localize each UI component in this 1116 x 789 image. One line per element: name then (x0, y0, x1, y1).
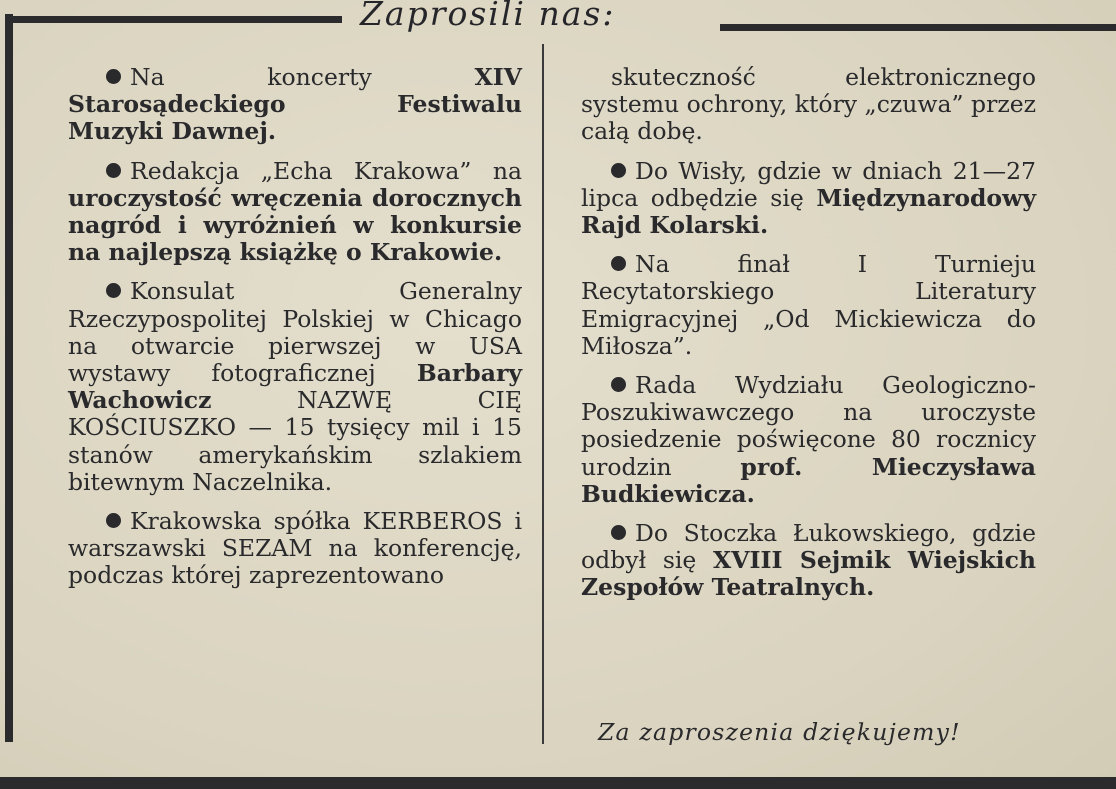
bullet-icon (106, 283, 121, 298)
column-divider (542, 44, 544, 744)
body-text: Konsulat Generalny Rzeczypospolitej Polskiej w Chicago na otwarcie pierwszej w USA wystawy fotograficznej (68, 277, 522, 388)
bullet-icon (611, 377, 626, 392)
announcement-item (581, 372, 1036, 508)
announcement-item (68, 158, 522, 267)
body-text: skuteczność elektronicznego systemu ochrony, który „czuwa” przez całą dobę. (581, 63, 1036, 146)
body-text: Redakcja „Echa Krakowa” na (130, 156, 522, 185)
body-text: Na koncerty (130, 63, 475, 91)
closing-line: Za zaproszenia dziękujemy! (598, 718, 961, 746)
announcement-item (581, 520, 1036, 602)
bullet-icon (106, 69, 121, 84)
body-text: NAZWĘ CIĘ KOŚCIUSZKO — 15 tysięcy mil i 15 stanów amerykańskim szlakiem bitewnym Naczelnika. (68, 386, 522, 496)
announcement-item (68, 278, 522, 496)
bullet-icon (611, 525, 626, 540)
bullet-icon (611, 256, 626, 271)
bold-text: Międzynarodowy Rajd Kolarski. (581, 183, 1036, 240)
announcement-item (68, 64, 522, 146)
left-border-rule (5, 14, 13, 742)
left-column (68, 64, 522, 602)
section-heading: Zaprosili nas: (360, 0, 616, 33)
bullet-icon (106, 163, 121, 178)
announcement-item (581, 64, 1036, 146)
body-text: Do Wisły, gdzie w dniach 21—27 lipca odbędzie się (581, 156, 1036, 212)
bold-text: XIV Starosądeckiego Festiwalu Muzyki Dawnej. (68, 63, 522, 146)
announcement-item (581, 251, 1036, 360)
bullet-icon (611, 163, 626, 178)
header-rule-left (5, 16, 342, 23)
header-rule-right (720, 24, 1116, 31)
body-text: Krakowska spółka KERBEROS i warszawski SEZAM na konferencję, podczas której zaprezentowano (68, 507, 522, 590)
bullet-icon (106, 513, 121, 528)
body-text: Do Stoczka Łukowskiego, gdzie odbył się (581, 519, 1036, 575)
body-text: Na finał I Turnieju Recytatorskiego Literatury Emigracyjnej „Od Mickiewicza do Miłosza”. (581, 250, 1036, 360)
announcement-item (68, 508, 522, 590)
bold-text: uroczystość wręczenia dorocznych nagród i wyróżnień w konkursie na najlepszą książkę o Krakowie. (68, 183, 522, 267)
bottom-rule (0, 777, 1116, 789)
bold-text: prof. Mieczysława Budkiewicza. (581, 452, 1036, 508)
body-text: Rada Wydziału Geologiczno-Poszukiwawczego na uroczyste posiedzenie poświęcone 80 rocznicy urodzin (581, 371, 1036, 481)
announcement-item (581, 158, 1036, 240)
right-column (581, 64, 1036, 614)
bold-text: Barbary Wachowicz (68, 359, 522, 415)
bold-text: XVIII Sejmik Wiejskich Zespołów Teatralnych. (581, 546, 1036, 602)
